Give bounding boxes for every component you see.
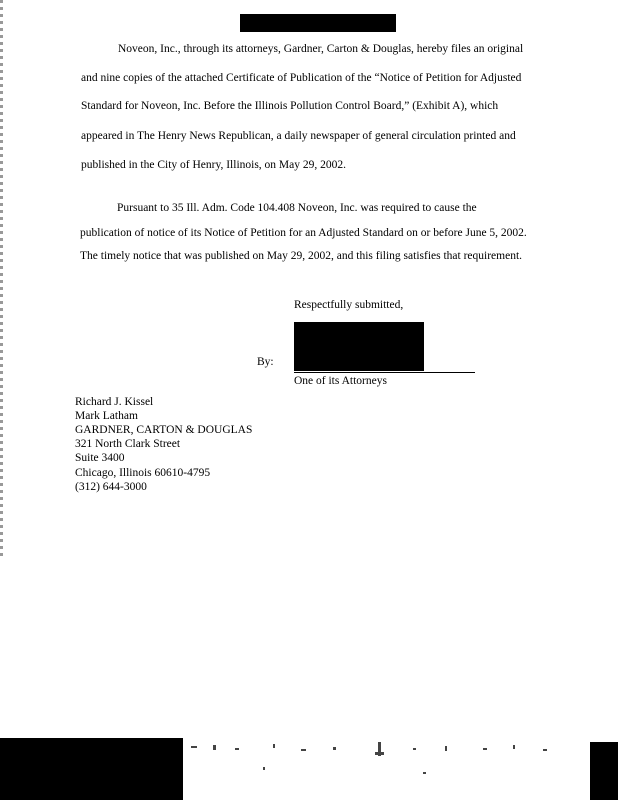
address-line-4: 321 North Clark Street	[75, 438, 181, 450]
address-line-5: Suite 3400	[75, 452, 125, 464]
address-line-6: Chicago, Illinois 60610-4795	[75, 467, 211, 479]
signature-line	[294, 372, 475, 373]
paragraph-1-line-5: published in the City of Henry, Illinois, on May 29, 2002.	[81, 159, 347, 171]
address-line-1: Richard J. Kissel	[75, 396, 154, 408]
top-redaction-bar	[240, 14, 396, 32]
scan-footer-noise	[183, 742, 590, 800]
address-line-3: GARDNER, CARTON & DOUGLAS	[75, 424, 253, 436]
closing-text: Respectfully submitted,	[294, 299, 404, 311]
paragraph-2-line-1: Pursuant to 35 Ill. Adm. Code 104.408 Noveon, Inc. was required to cause the	[117, 202, 477, 214]
address-line-7: (312) 644-3000	[75, 481, 147, 493]
scan-edge-artifact	[0, 0, 3, 560]
address-line-2: Mark Latham	[75, 410, 138, 422]
scan-footer-black-right	[590, 742, 618, 800]
scan-footer-black-left	[0, 738, 183, 800]
paragraph-2-line-3: The timely notice that was published on May 29, 2002, and this filing satisfies that requirement.	[80, 250, 523, 262]
signature-caption: One of its Attorneys	[294, 375, 387, 387]
paragraph-1-line-2: and nine copies of the attached Certificate of Publication of the “Notice of Petition for Adjusted	[81, 72, 522, 84]
signature-redaction	[294, 322, 424, 371]
paragraph-2-line-2: publication of notice of its Notice of Petition for an Adjusted Standard on or before June 5, 2002.	[80, 227, 527, 239]
by-label: By:	[257, 356, 274, 368]
paragraph-1-line-3: Standard for Noveon, Inc. Before the Illinois Pollution Control Board,” (Exhibit A), which	[81, 100, 499, 112]
paragraph-1-line-4: appeared in The Henry News Republican, a daily newspaper of general circulation printed and	[81, 130, 516, 142]
paragraph-1-line-1: Noveon, Inc., through its attorneys, Gardner, Carton & Douglas, hereby files an original	[118, 43, 524, 55]
